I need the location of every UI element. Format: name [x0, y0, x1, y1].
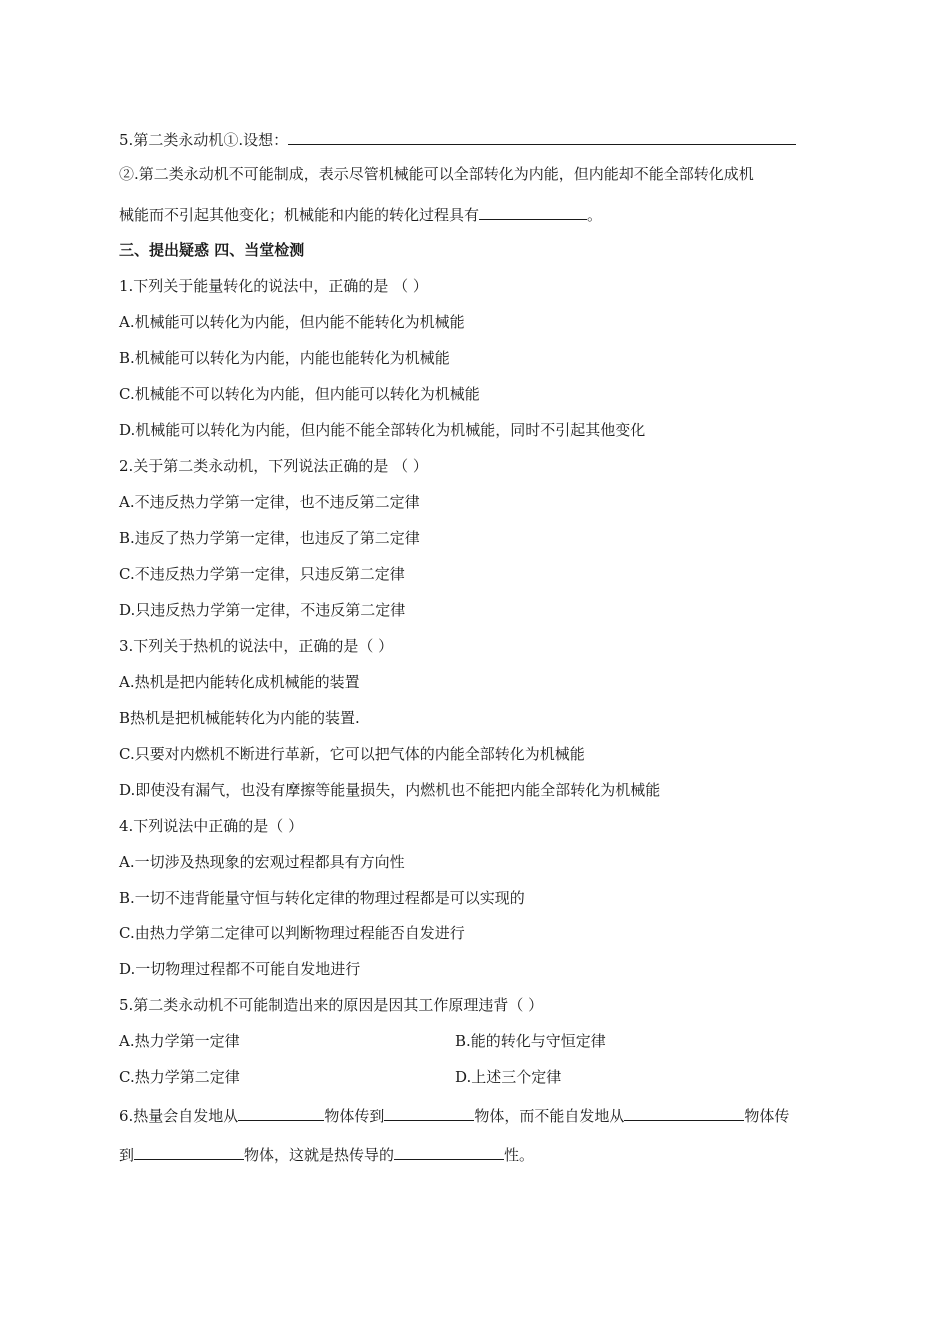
- q6-line2: [119, 1143, 534, 1165]
- q6-part7: 性。: [504, 1146, 535, 1164]
- q3-option-d: D.即使没有漏气，也没有摩擦等能量损失，内燃机也不能把内能全部转化为机械能: [119, 781, 661, 799]
- intro-q5-line3-b: 。: [587, 206, 603, 224]
- intro-q5-line2: ②.第二类永动机不可能制成，表示尽管机械能可以全部转化为内能，但内能却不能全部转化成机: [119, 165, 754, 183]
- q2-option-a: A.不违反热力学第一定律，也不违反第二定律: [119, 493, 420, 511]
- q6-part2: 物体传到: [324, 1107, 385, 1125]
- answer-blank[interactable]: [384, 1104, 474, 1121]
- intro-q5-line3: [119, 203, 602, 225]
- intro-q5-text: 第二类永动机①.设想：: [133, 131, 289, 149]
- q1-option-c: C.机械能不可以转化为内能，但内能可以转化为机械能: [119, 385, 480, 403]
- answer-blank[interactable]: [624, 1104, 744, 1121]
- q5-option-d: D.上述三个定律: [455, 1068, 562, 1086]
- q5-stem: 5.第二类永动机不可能制造出来的原因是因其工作原理违背（ ）: [119, 996, 544, 1014]
- q2-stem: 2.关于第二类永动机，下列说法正确的是 （ ）: [119, 457, 428, 475]
- q5-option-a: A.热力学第一定律: [119, 1032, 240, 1050]
- answer-blank[interactable]: [134, 1143, 244, 1160]
- q6-part1: 6.热量会自发地从: [119, 1107, 239, 1125]
- q3-option-c: C.只要对内燃机不断进行革新，它可以把气体的内能全部转化为机械能: [119, 745, 585, 763]
- q3-option-a: A.热机是把内能转化成机械能的装置: [119, 673, 360, 691]
- q4-option-a: A.一切涉及热现象的宏观过程都具有方向性: [119, 853, 405, 871]
- answer-blank[interactable]: [394, 1143, 504, 1160]
- q4-option-d: D.一切物理过程都不可能自发地进行: [119, 960, 361, 978]
- section-heading: 三、提出疑惑 四、当堂检测: [119, 241, 305, 259]
- q1-option-a: A.机械能可以转化为内能，但内能不能转化为机械能: [119, 313, 465, 331]
- q4-option-c: C.由热力学第二定律可以判断物理过程能否自发进行: [119, 924, 465, 942]
- q6-part4: 物体传: [744, 1107, 790, 1125]
- intro-q5-line3-a: 械能而不引起其他变化；机械能和内能的转化过程具有: [119, 206, 480, 224]
- q5-option-c: C.热力学第二定律: [119, 1068, 240, 1086]
- q4-stem: 4.下列说法中正确的是（ ）: [119, 817, 304, 835]
- q6-line1: [119, 1104, 789, 1126]
- q1-stem: 1.下列关于能量转化的说法中，正确的是 （ ）: [119, 277, 428, 295]
- q2-option-c: C.不违反热力学第一定律，只违反第二定律: [119, 565, 405, 583]
- q5-option-b: B.能的转化与守恒定律: [455, 1032, 606, 1050]
- q1-option-d: D.机械能可以转化为内能，但内能不能全部转化为机械能，同时不引起其他变化: [119, 421, 646, 439]
- intro-q5-line1: [119, 128, 796, 150]
- answer-blank[interactable]: [288, 128, 796, 145]
- q2-option-d: D.只违反热力学第一定律，不违反第二定律: [119, 601, 406, 619]
- q1-option-b: B.机械能可以转化为内能，内能也能转化为机械能: [119, 349, 450, 367]
- answer-blank[interactable]: [479, 203, 587, 220]
- q3-option-b: B热机是把机械能转化为内能的装置.: [119, 709, 360, 727]
- answer-blank[interactable]: [238, 1104, 324, 1121]
- q6-part3: 物体，而不能自发地从: [474, 1107, 625, 1125]
- intro-q5-prefix: 5.: [119, 131, 134, 149]
- q2-option-b: B.违反了热力学第一定律，也违反了第二定律: [119, 529, 420, 547]
- q6-part6: 物体，这就是热传导的: [244, 1146, 395, 1164]
- q4-option-b: B.一切不违背能量守恒与转化定律的物理过程都是可以实现的: [119, 889, 525, 907]
- q6-part5: 到: [119, 1146, 135, 1164]
- q3-stem: 3.下列关于热机的说法中，正确的是（ ）: [119, 637, 394, 655]
